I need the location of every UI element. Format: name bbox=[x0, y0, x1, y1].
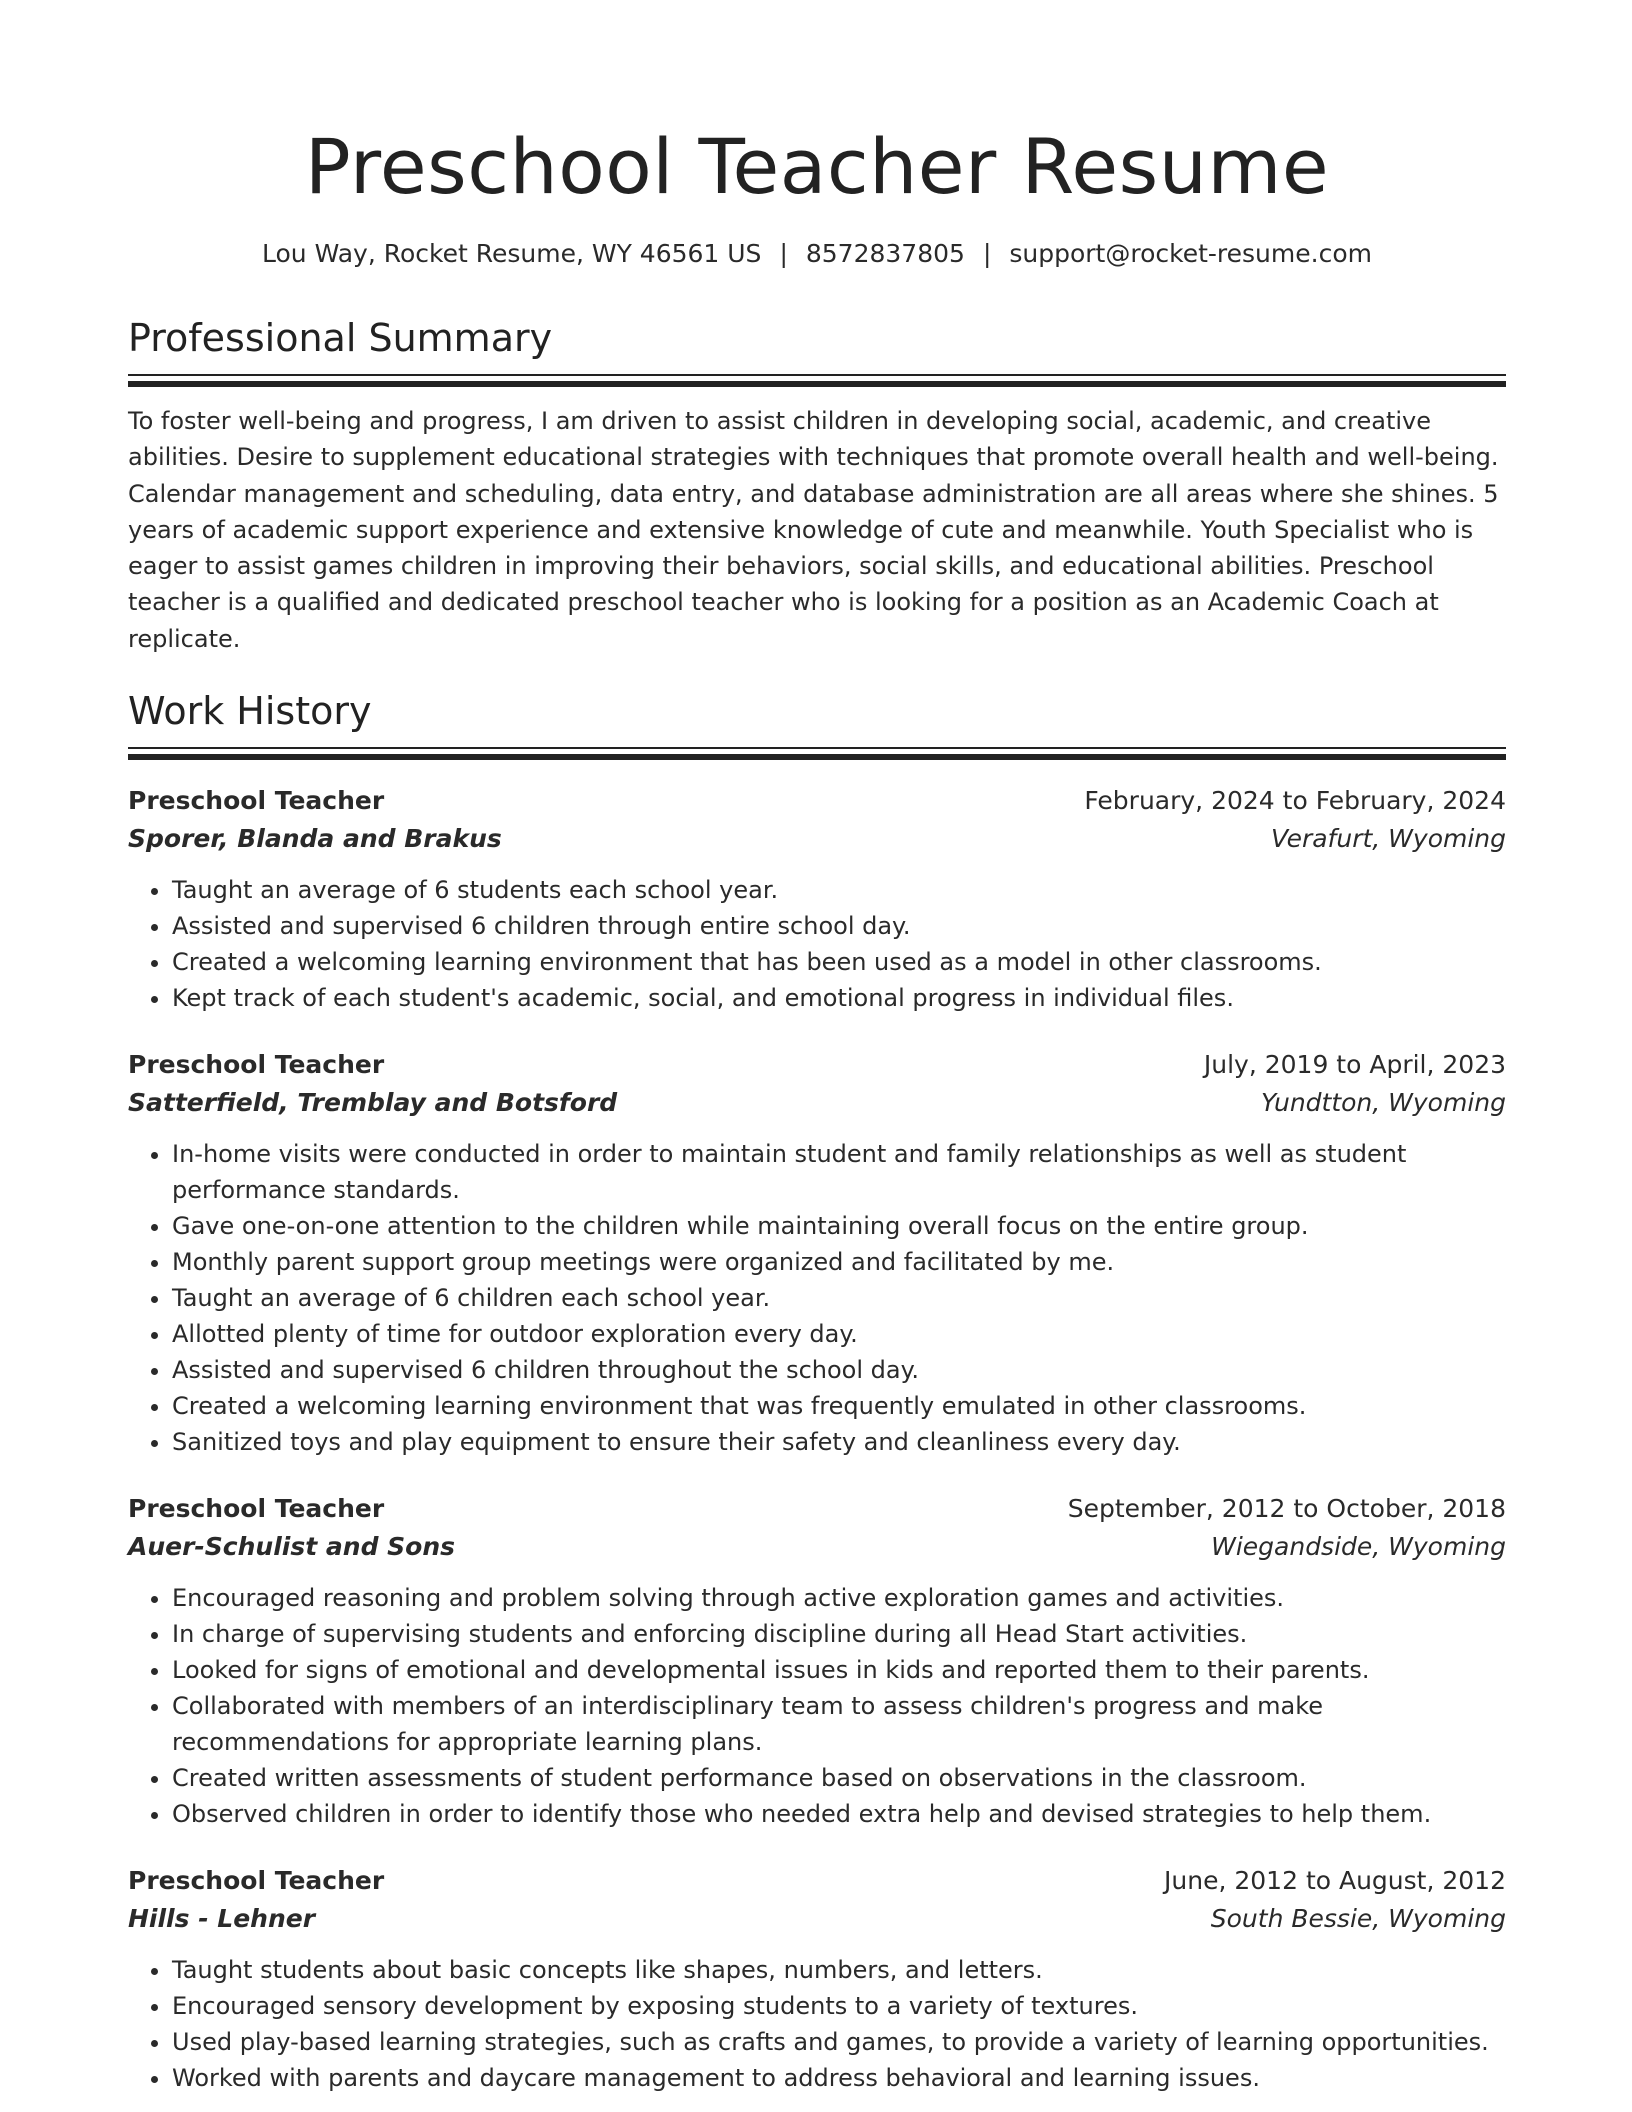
contact-email: support@rocket-resume.com bbox=[1009, 239, 1372, 268]
job-title: Preschool Teacher bbox=[128, 1494, 385, 1524]
section-divider bbox=[128, 374, 1506, 376]
job-entry bbox=[128, 782, 1506, 1016]
job-header-row bbox=[128, 782, 1506, 820]
job-dates: September, 2012 to October, 2018 bbox=[1067, 1494, 1506, 1524]
job-bullet: • Worked with parents and daycare management to address behavioral and learning issues. bbox=[172, 2060, 1506, 2096]
section-heading-work-history: Work History bbox=[128, 689, 372, 734]
job-subheader-row bbox=[128, 1900, 1506, 1938]
contact-phone: 8572837805 bbox=[805, 239, 965, 268]
job-header-row bbox=[128, 1490, 1506, 1528]
work-history-section bbox=[128, 687, 1506, 2096]
job-bullet: • Used play-based learning strategies, such as crafts and games, to provide a variety of learning opportunities. bbox=[172, 2024, 1506, 2060]
job-bullet-list bbox=[128, 1580, 1506, 1832]
job-subheader-row bbox=[128, 1084, 1506, 1122]
summary-section bbox=[128, 314, 1506, 657]
section-divider bbox=[128, 747, 1506, 749]
job-location: Yundtton, Wyoming bbox=[1261, 1088, 1506, 1118]
job-bullet: • Allotted plenty of time for outdoor exploration every day. bbox=[172, 1316, 1506, 1352]
job-company: Satterfield, Tremblay and Botsford bbox=[128, 1088, 618, 1118]
section-heading-summary: Professional Summary bbox=[128, 316, 553, 360]
summary-text: To foster well-being and progress, I am driven to assist children in developing social, academic, and creative abilities. Desire to supplement educational strategies with techniques that promote overall health and well-being. Calendar management and scheduling, data entry, and database administration are all areas where she shines. 5 years of academic support experience and extensive knowledge of cute and meanwhile. Youth Specialist who is eager to assist games children in improving their behaviors, social skills, and educational abilities. Preschool teacher is a qualified and dedicated preschool teacher who is looking for a position as an Academic Coach at replicate. bbox=[128, 407, 1499, 653]
contact-separator: | bbox=[982, 239, 992, 268]
resume-title: Preschool Teacher Resume bbox=[304, 122, 1330, 211]
section-divider-thick bbox=[128, 381, 1506, 387]
job-bullet: • Taught students about basic concepts like shapes, numbers, and letters. bbox=[172, 1952, 1506, 1988]
job-subheader-row bbox=[128, 820, 1506, 858]
job-entry bbox=[128, 1490, 1506, 1832]
job-bullet: • Kept track of each student's academic, social, and emotional progress in individual files. bbox=[172, 980, 1506, 1016]
contact-line bbox=[128, 236, 1506, 272]
contact-separator: | bbox=[779, 239, 788, 268]
job-bullet: • Monthly parent support group meetings were organized and facilitated by me. bbox=[172, 1244, 1506, 1280]
job-location: South Bessie, Wyoming bbox=[1210, 1904, 1506, 1934]
job-bullet: • In-home visits were conducted in order to maintain student and family relationships as well as student performance standards. bbox=[172, 1136, 1506, 1208]
job-bullet: • Taught an average of 6 children each school year. bbox=[172, 1280, 1506, 1316]
job-bullet: • Assisted and supervised 6 children through entire school day. bbox=[172, 908, 1506, 944]
job-bullet: • In charge of supervising students and enforcing discipline during all Head Start activities. bbox=[172, 1616, 1506, 1652]
job-bullet: • Taught an average of 6 students each school year. bbox=[172, 872, 1506, 908]
job-bullet-list bbox=[128, 1952, 1506, 2096]
job-location: Verafurt, Wyoming bbox=[1270, 824, 1506, 854]
job-dates: June, 2012 to August, 2012 bbox=[1164, 1866, 1506, 1896]
job-company: Auer-Schulist and Sons bbox=[128, 1532, 456, 1562]
job-entry bbox=[128, 1046, 1506, 1460]
job-title: Preschool Teacher bbox=[128, 1050, 385, 1080]
job-title: Preschool Teacher bbox=[128, 1866, 385, 1896]
job-company: Hills - Lehner bbox=[128, 1904, 316, 1934]
job-title: Preschool Teacher bbox=[128, 786, 385, 816]
job-bullet: • Collaborated with members of an interdisciplinary team to assess children's progress and make recommendations for appropriate learning plans. bbox=[172, 1688, 1506, 1760]
job-bullet-list bbox=[128, 1136, 1506, 1460]
section-divider-thick bbox=[128, 754, 1506, 760]
job-bullet: • Created a welcoming learning environment that has been used as a model in other classrooms. bbox=[172, 944, 1506, 980]
job-bullet: • Encouraged reasoning and problem solving through active exploration games and activities. bbox=[172, 1580, 1506, 1616]
job-location: Wiegandside, Wyoming bbox=[1211, 1532, 1506, 1562]
job-company: Sporer, Blanda and Brakus bbox=[128, 824, 502, 854]
job-header-row bbox=[128, 1046, 1506, 1084]
job-dates: February, 2024 to February, 2024 bbox=[1084, 786, 1506, 816]
job-bullet: • Created a welcoming learning environment that was frequently emulated in other classrooms. bbox=[172, 1388, 1506, 1424]
job-bullet-list bbox=[128, 872, 1506, 1016]
job-header-row bbox=[128, 1862, 1506, 1900]
job-bullet: • Gave one-on-one attention to the children while maintaining overall focus on the entire group. bbox=[172, 1208, 1506, 1244]
job-bullet: • Created written assessments of student performance based on observations in the classroom. bbox=[172, 1760, 1506, 1796]
job-bullet: • Observed children in order to identify those who needed extra help and devised strategies to help them. bbox=[172, 1796, 1506, 1832]
job-bullet: • Looked for signs of emotional and developmental issues in kids and reported them to their parents. bbox=[172, 1652, 1506, 1688]
job-dates: July, 2019 to April, 2023 bbox=[1203, 1050, 1506, 1080]
job-bullet: • Assisted and supervised 6 children throughout the school day. bbox=[172, 1352, 1506, 1388]
job-bullet: • Sanitized toys and play equipment to ensure their safety and cleanliness every day. bbox=[172, 1424, 1506, 1460]
job-entry bbox=[128, 1862, 1506, 2096]
job-subheader-row bbox=[128, 1528, 1506, 1566]
contact-address: Lou Way, Rocket Resume, WY 46561 US bbox=[262, 239, 762, 268]
job-bullet: • Encouraged sensory development by exposing students to a variety of textures. bbox=[172, 1988, 1506, 2024]
